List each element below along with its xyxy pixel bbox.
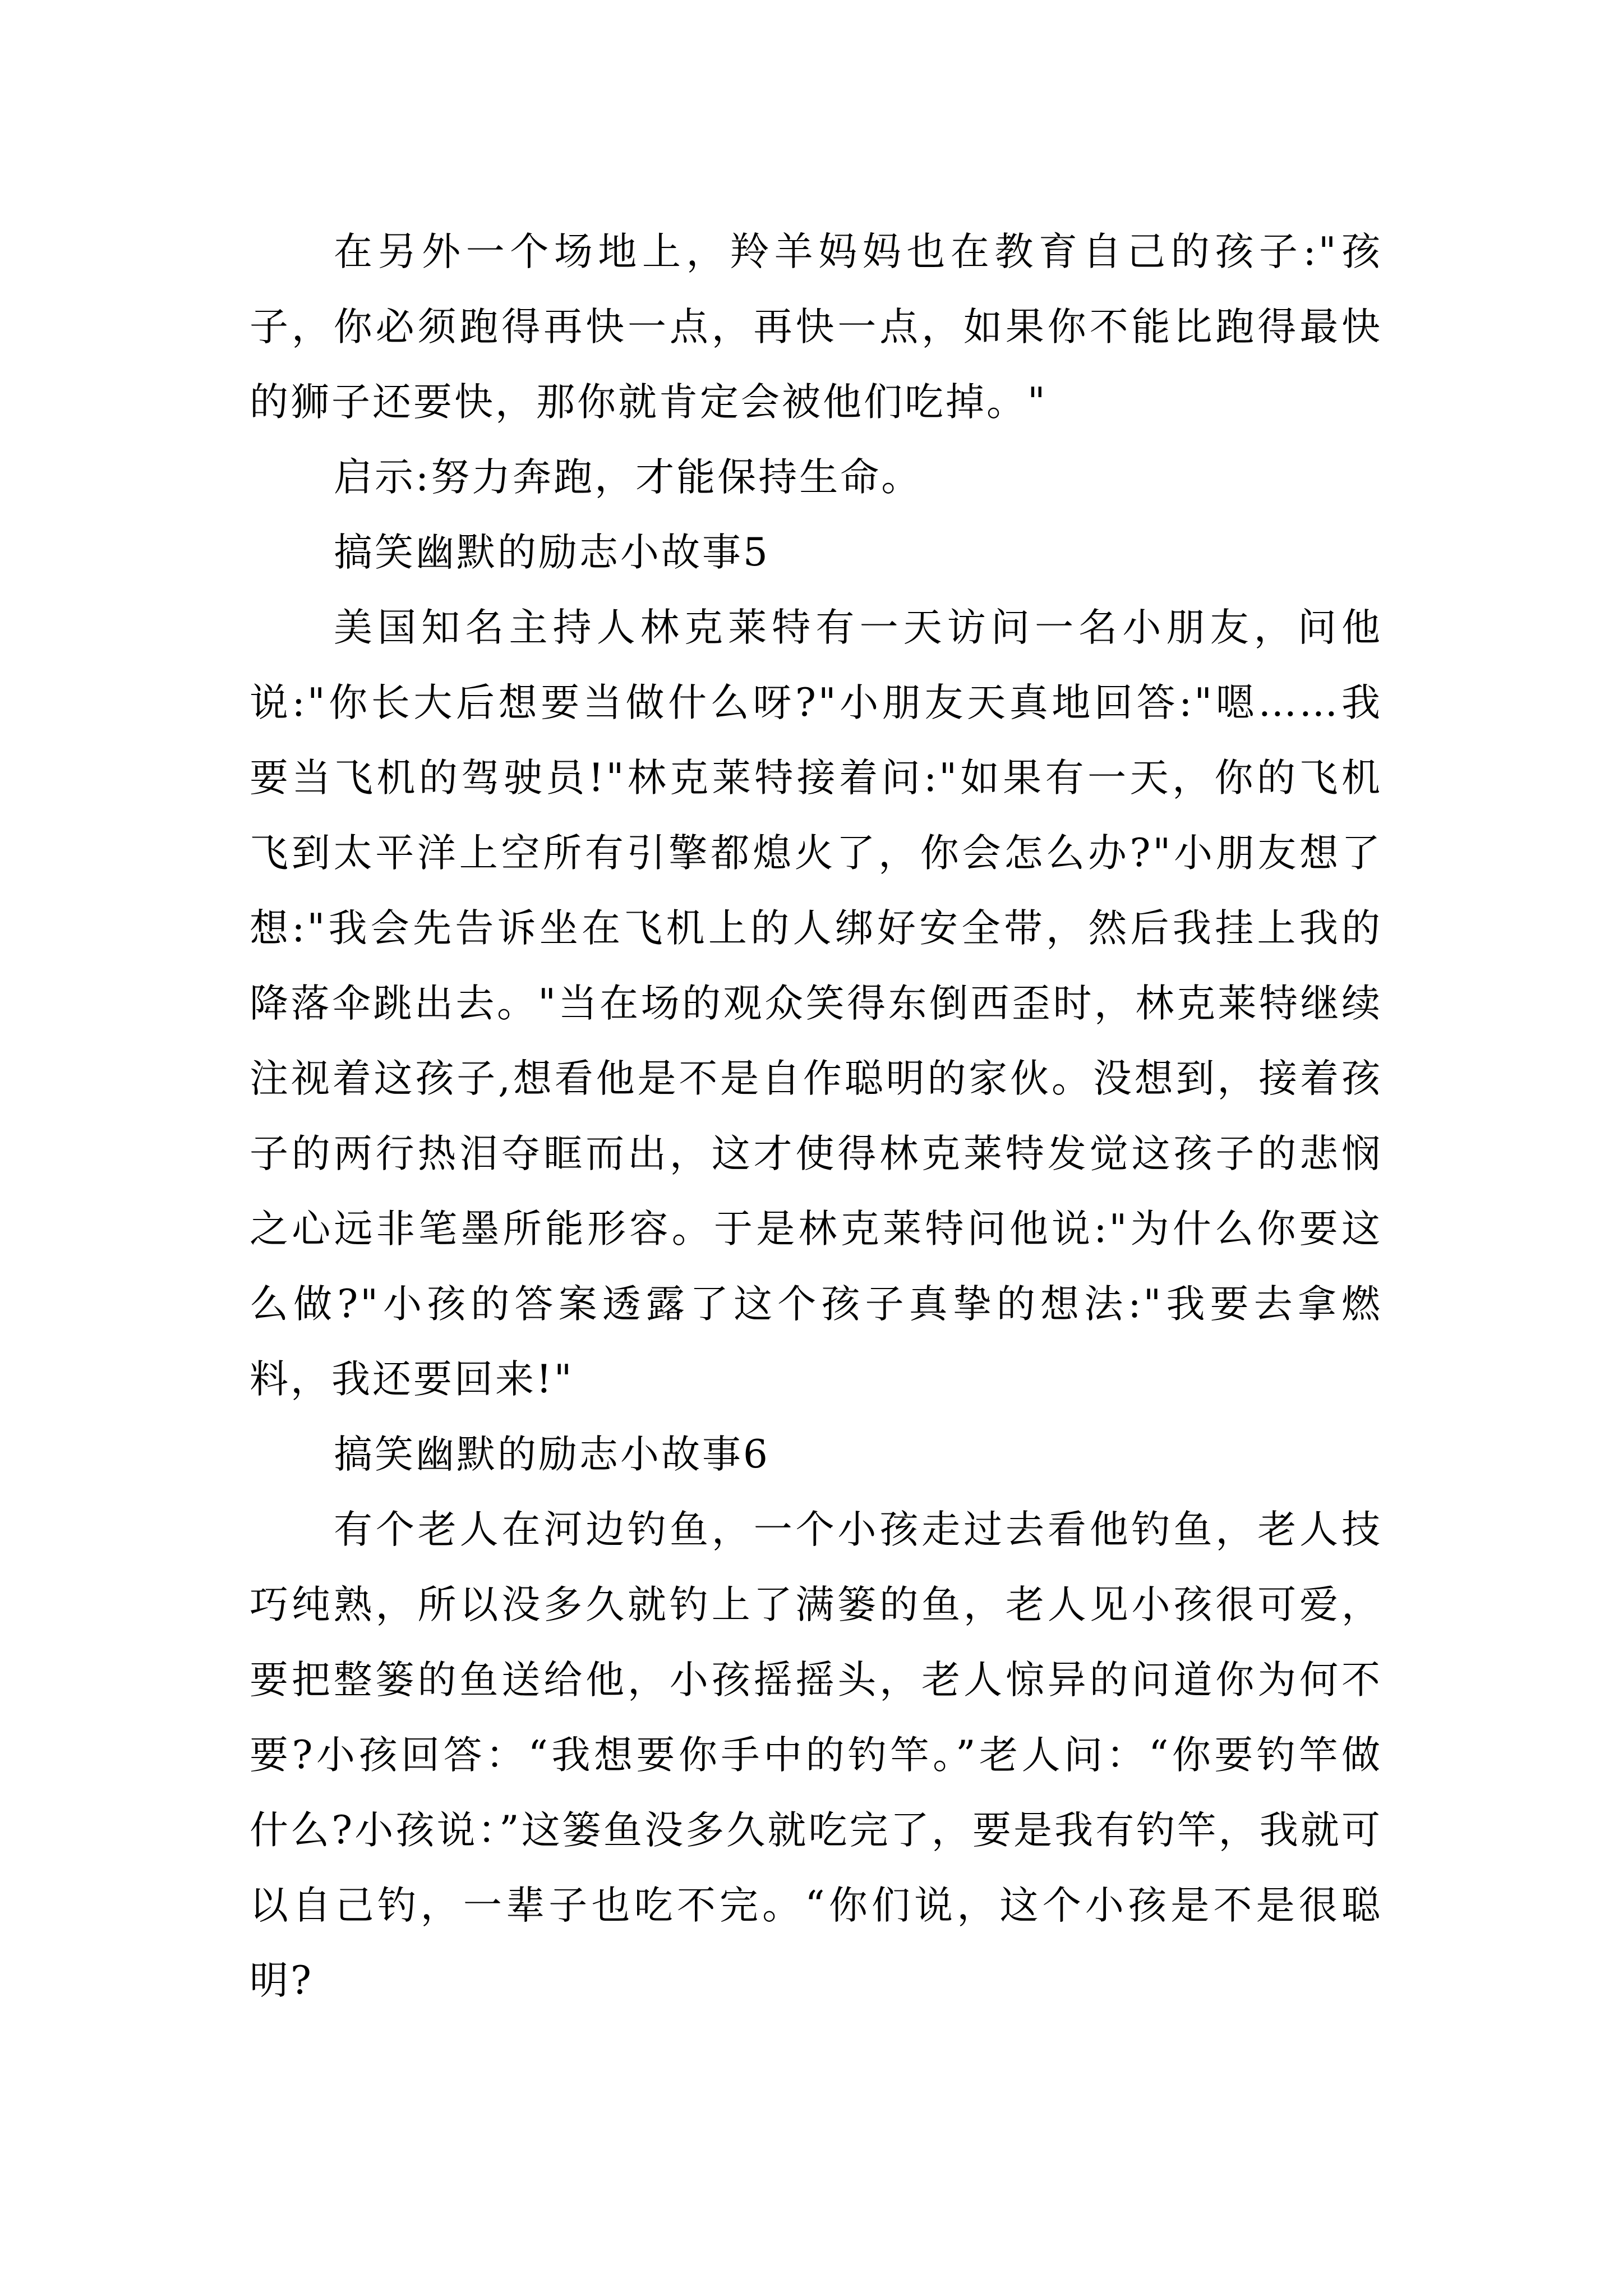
story-heading-5: 搞笑幽默的励志小故事5 <box>334 530 770 575</box>
document-body <box>250 214 1382 2018</box>
paragraph-moral: 启示:努力奔跑，才能保持生命。 <box>334 455 923 500</box>
paragraph-story-6: 有个老人在河边钓鱼，一个小孩走过去看他钓鱼，老人技巧纯熟，所以没多久就钓上了满篓的鱼，老人见小孩很可爱，要把整篓的鱼送给他，小孩摇摇头，老人惊异的问道你为何不要?小孩回答：“我想要你手中的钓竿。”老人问：“你要钓竿做什么?小孩说：”这篓鱼没多久就吃完了，要是我有钓竿，我就可以自己钓，一辈子也吃不完。“你们说，这个小孩是不是很聪明? <box>250 1507 1382 2003</box>
paragraph-antelope-mother: 在另外一个场地上，羚羊妈妈也在教育自己的孩子:"孩子，你必须跑得再快一点，再快一点，如果你不能比跑得最快的狮子还要快，那你就肯定会被他们吃掉。" <box>250 229 1382 425</box>
story-heading-6: 搞笑幽默的励志小故事6 <box>334 1432 770 1477</box>
paragraph-story-5: 美国知名主持人林克莱特有一天访问一名小朋友，问他说:"你长大后想要当做什么呀?"小朋友天真地回答:"嗯……我要当飞机的驾驶员!"林克莱特接着问:"如果有一天，你的飞机飞到太平洋上空所有引擎都熄火了，你会怎么办?"小朋友想了想:"我会先告诉坐在飞机上的人绑好安全带，然后我挂上我的降落伞跳出去。"当在场的观众笑得东倒西歪时，林克莱特继续注视着这孩子,想看他是不是自作聪明的家伙。没想到，接着孩子的两行热泪夺眶而出，这才使得林克莱特发觉这孩子的悲悯之心远非笔墨所能形容。于是林克莱特问他说:"为什么你要这么做?"小孩的答案透露了这个孩子真挚的想法:"我要去拿燃料，我还要回来!" <box>250 605 1382 1402</box>
